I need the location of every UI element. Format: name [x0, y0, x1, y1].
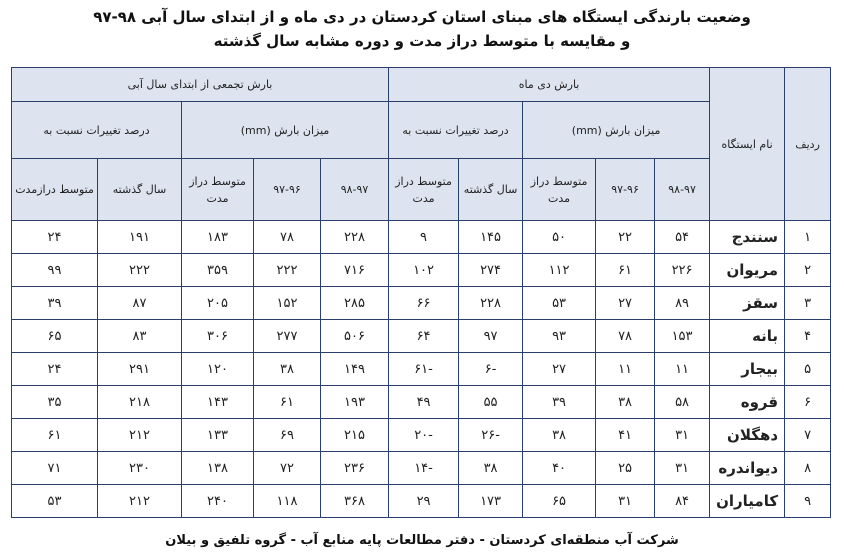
- table-row: [12, 419, 831, 452]
- cell-rank: ۵: [785, 353, 831, 386]
- header-cum-rain-mm: میزان بارش (mm): [182, 102, 389, 159]
- cell-dlt: ۳۸: [523, 419, 596, 452]
- cell-cly-pct: ۲۲۲: [98, 254, 182, 287]
- cell-dlt: ۳۹: [523, 386, 596, 419]
- header-dey-change-pct: درصد تغییرات نسبت به: [389, 102, 523, 159]
- header-cum-9798: ۹۸-۹۷: [321, 159, 389, 221]
- cell-clt: ۱۸۳: [182, 221, 254, 254]
- cell-d9798: ۸۴: [655, 485, 710, 518]
- header-dey-lastyear-pct: سال گذشته: [459, 159, 523, 221]
- cell-c9697: ۱۱۸: [254, 485, 321, 518]
- header-cum-9697: ۹۷-۹۶: [254, 159, 321, 221]
- cell-clt-pct: ۹۹: [12, 254, 98, 287]
- cell-rank: ۱: [785, 221, 831, 254]
- header-dey-9798: ۹۸-۹۷: [655, 159, 710, 221]
- cell-rank: ۷: [785, 419, 831, 452]
- cell-clt: ۱۳۳: [182, 419, 254, 452]
- header-station: نام ایستگاه: [710, 68, 785, 221]
- cell-cly-pct: ۸۷: [98, 287, 182, 320]
- cell-station: سقز: [710, 287, 785, 320]
- table-row: [12, 254, 831, 287]
- cell-dly-pct: ۲۷۴: [459, 254, 523, 287]
- cell-station: مریوان: [710, 254, 785, 287]
- table-row: [12, 287, 831, 320]
- cell-clt: ۳۰۶: [182, 320, 254, 353]
- cell-cly-pct: ۱۹۱: [98, 221, 182, 254]
- cell-dlt: ۴۰: [523, 452, 596, 485]
- cell-d9798: ۲۲۶: [655, 254, 710, 287]
- cell-clt-pct: ۲۴: [12, 221, 98, 254]
- table-row: [12, 386, 831, 419]
- cell-cly-pct: ۲۳۰: [98, 452, 182, 485]
- cell-d9798: ۸۹: [655, 287, 710, 320]
- cell-d9798: ۱۵۳: [655, 320, 710, 353]
- cell-c9697: ۳۸: [254, 353, 321, 386]
- cell-clt-pct: ۷۱: [12, 452, 98, 485]
- cell-d9697: ۳۱: [596, 485, 655, 518]
- cell-clt-pct: ۶۱: [12, 419, 98, 452]
- cell-station: قروه: [710, 386, 785, 419]
- cell-c9798: ۷۱۶: [321, 254, 389, 287]
- cell-station: بیجار: [710, 353, 785, 386]
- cell-dly-pct: -۲۶: [459, 419, 523, 452]
- cell-clt-pct: ۳۹: [12, 287, 98, 320]
- cell-cly-pct: ۸۳: [98, 320, 182, 353]
- cell-c9798: ۲۳۶: [321, 452, 389, 485]
- cell-rank: ۹: [785, 485, 831, 518]
- header-dey-9697: ۹۷-۹۶: [596, 159, 655, 221]
- cell-rank: ۳: [785, 287, 831, 320]
- cell-station: دیواندره: [710, 452, 785, 485]
- cell-cly-pct: ۲۱۲: [98, 419, 182, 452]
- cell-d9798: ۵۴: [655, 221, 710, 254]
- cell-d9697: ۳۸: [596, 386, 655, 419]
- cell-cly-pct: ۲۱۸: [98, 386, 182, 419]
- cell-c9798: ۲۱۵: [321, 419, 389, 452]
- cell-clt-pct: ۵۳: [12, 485, 98, 518]
- cell-d9798: ۳۱: [655, 419, 710, 452]
- table-row: [12, 221, 831, 254]
- table-row: [12, 485, 831, 518]
- cell-c9798: ۱۹۳: [321, 386, 389, 419]
- cell-d9697: ۲۲: [596, 221, 655, 254]
- cell-clt-pct: ۲۴: [12, 353, 98, 386]
- cell-c9697: ۷۲: [254, 452, 321, 485]
- cell-d9697: ۴۱: [596, 419, 655, 452]
- cell-dlt-pct: ۶۶: [389, 287, 459, 320]
- cell-c9798: ۱۴۹: [321, 353, 389, 386]
- header-cum-longterm: متوسط دراز مدت: [182, 159, 254, 221]
- cell-rank: ۶: [785, 386, 831, 419]
- cell-c9798: ۲۲۸: [321, 221, 389, 254]
- table-title-line1: وضعیت بارندگی ایستگاه های مبنای استان کردستان در دی ماه و از ابتدای سال آبی ۹۸-۹۷: [93, 8, 751, 26]
- cell-station: سنندج: [710, 221, 785, 254]
- cell-clt: ۱۴۳: [182, 386, 254, 419]
- cell-d9697: ۲۷: [596, 287, 655, 320]
- cell-c9697: ۶۹: [254, 419, 321, 452]
- cell-c9697: ۲۲۲: [254, 254, 321, 287]
- cell-c9798: ۵۰۶: [321, 320, 389, 353]
- cell-clt: ۱۳۸: [182, 452, 254, 485]
- cell-clt-pct: ۳۵: [12, 386, 98, 419]
- cell-d9697: ۱۱: [596, 353, 655, 386]
- cell-dlt-pct: ۲۹: [389, 485, 459, 518]
- cell-dlt-pct: ۶۴: [389, 320, 459, 353]
- cell-c9697: ۶۱: [254, 386, 321, 419]
- cell-c9798: ۳۶۸: [321, 485, 389, 518]
- cell-dlt: ۲۷: [523, 353, 596, 386]
- rainfall-table: [11, 67, 831, 518]
- cell-dlt: ۵۰: [523, 221, 596, 254]
- cell-clt-pct: ۶۵: [12, 320, 98, 353]
- cell-c9798: ۲۸۵: [321, 287, 389, 320]
- cell-dly-pct: ۱۷۳: [459, 485, 523, 518]
- cell-d9798: ۱۱: [655, 353, 710, 386]
- cell-dlt-pct: ۱۰۲: [389, 254, 459, 287]
- cell-cly-pct: ۲۱۲: [98, 485, 182, 518]
- cell-dlt-pct: ۴۹: [389, 386, 459, 419]
- cell-dlt: ۵۳: [523, 287, 596, 320]
- table-row: [12, 452, 831, 485]
- cell-c9697: ۱۵۲: [254, 287, 321, 320]
- cell-dly-pct: ۹۷: [459, 320, 523, 353]
- footer-source: شرکت آب منطقه‌ای کردستان - دفتر مطالعات پایه منابع آب - گروه تلفیق و بیلان: [165, 533, 679, 548]
- header-cum-change-pct: درصد تغییرات نسبت به: [12, 102, 182, 159]
- cell-d9697: ۷۸: [596, 320, 655, 353]
- cell-dly-pct: ۵۵: [459, 386, 523, 419]
- cell-dly-pct: -۶: [459, 353, 523, 386]
- cell-station: بانه: [710, 320, 785, 353]
- table-row: [12, 353, 831, 386]
- cell-station: دهگلان: [710, 419, 785, 452]
- cell-dlt: ۶۵: [523, 485, 596, 518]
- cell-dlt: ۹۳: [523, 320, 596, 353]
- cell-cly-pct: ۲۹۱: [98, 353, 182, 386]
- header-dey-longterm: متوسط دراز مدت: [523, 159, 596, 221]
- cell-clt: ۱۲۰: [182, 353, 254, 386]
- header-dey-longterm-pct: متوسط دراز مدت: [389, 159, 459, 221]
- cell-d9697: ۲۵: [596, 452, 655, 485]
- cell-dly-pct: ۲۲۸: [459, 287, 523, 320]
- cell-d9798: ۵۸: [655, 386, 710, 419]
- header-rank: ردیف: [785, 68, 831, 221]
- cell-clt: ۲۰۵: [182, 287, 254, 320]
- cell-dlt-pct: ۹: [389, 221, 459, 254]
- cell-dlt-pct: -۱۴: [389, 452, 459, 485]
- cell-clt: ۲۴۰: [182, 485, 254, 518]
- cell-rank: ۸: [785, 452, 831, 485]
- cell-d9697: ۶۱: [596, 254, 655, 287]
- cell-c9697: ۲۷۷: [254, 320, 321, 353]
- cell-d9798: ۳۱: [655, 452, 710, 485]
- header-dey-rain-mm: میزان بارش (mm): [523, 102, 710, 159]
- table-title-line2: و مقایسه با متوسط دراز مدت و دوره مشابه سال گذشته: [213, 32, 631, 50]
- cell-clt: ۳۵۹: [182, 254, 254, 287]
- cell-rank: ۲: [785, 254, 831, 287]
- table-row: [12, 320, 831, 353]
- cell-dlt-pct: -۲۰: [389, 419, 459, 452]
- header-cum-lastyear-pct: سال گذشته: [98, 159, 182, 221]
- cell-c9697: ۷۸: [254, 221, 321, 254]
- header-cum-longterm-pct: متوسط درازمدت: [12, 159, 98, 221]
- cell-rank: ۴: [785, 320, 831, 353]
- cell-dly-pct: ۳۸: [459, 452, 523, 485]
- cell-dlt: ۱۱۲: [523, 254, 596, 287]
- cell-station: کامیاران: [710, 485, 785, 518]
- cell-dly-pct: ۱۴۵: [459, 221, 523, 254]
- header-cumulative-group: بارش تجمعی از ابتدای سال آبی: [12, 68, 389, 102]
- header-dey-group: بارش دی ماه: [389, 68, 710, 102]
- cell-dlt-pct: -۶۱: [389, 353, 459, 386]
